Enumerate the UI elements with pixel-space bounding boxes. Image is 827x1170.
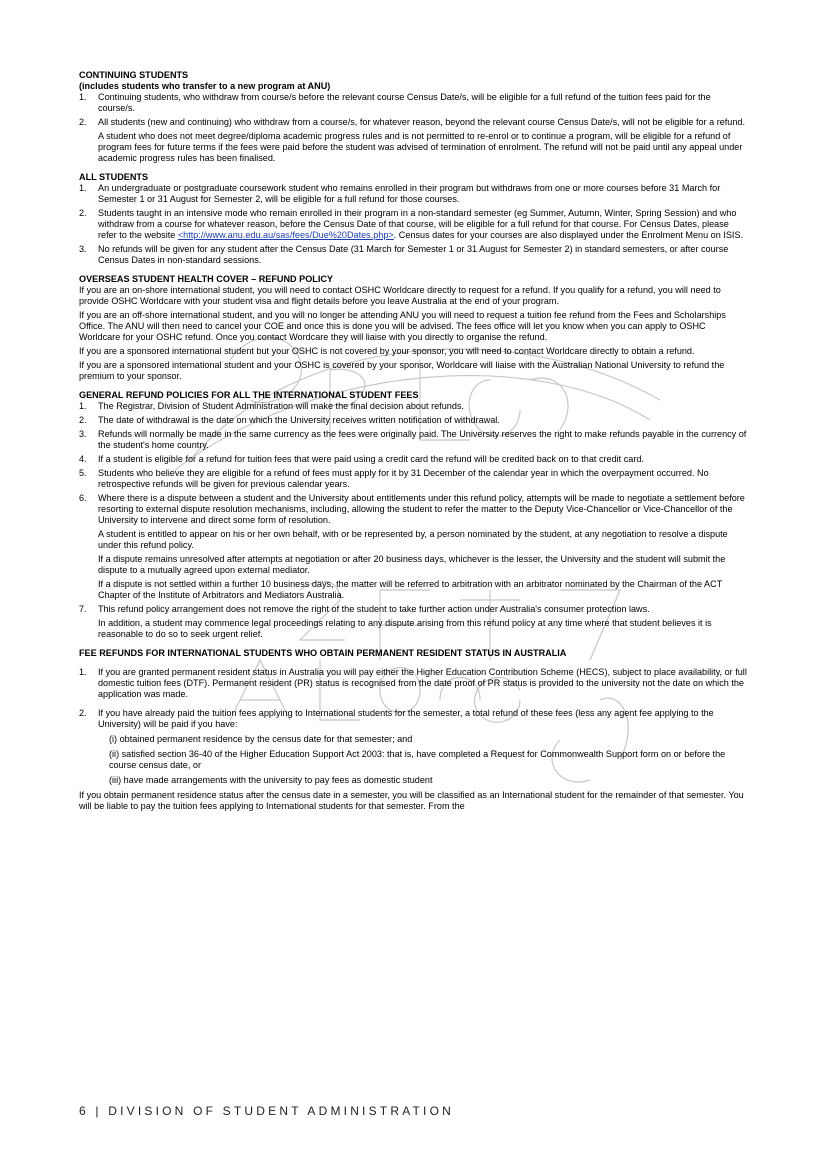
- paragraph: If a dispute remains unresolved after attempts at negotiation or after 20 business days, whichever is the lesser, the University and the student will submit the dispute to a mutually agreed upon external mediator.: [98, 554, 726, 575]
- section-continuing-students: [79, 70, 747, 164]
- list-item: 2. If you have already paid the tuition fees applying to International students for the semester, a total refund of these fees (less any agent fee applying to the University) will be paid if you have:: [79, 708, 714, 729]
- numbered-list: [79, 667, 747, 730]
- list-item: 7. This refund policy arrangement does not remove the right of the student to take further action under Australia's consumer protection laws.: [79, 604, 650, 614]
- paragraph: If you are an on-shore international student, you will need to contact OSHC Worldcare directly to request for a refund. If you qualify for a refund, you will need to provide OSHC Worldcare with your student visa and flight details before you leave Australia at the end of your program.: [79, 285, 721, 306]
- paragraph: A student is entitled to appear on his or her own behalf, with or be represented by, a person nominated by the student, at any negotiation to resolve a dispute under this refund policy.: [98, 529, 728, 550]
- page-footer: 6 | DIVISION OF STUDENT ADMINISTRATION: [79, 1104, 454, 1118]
- section-title: GENERAL REFUND POLICIES FOR ALL THE INTERNATIONAL STUDENT FEES: [79, 390, 419, 400]
- numbered-list: [79, 92, 747, 128]
- census-dates-link[interactable]: <http://www.anu.edu.au/sas/fees/Due%20Dates.php>: [177, 230, 394, 240]
- paragraph: In addition, a student may commence legal proceedings relating to any dispute arising from this refund policy at any time where that student believes it is reasonable to do so to seek urgent relief.: [98, 618, 712, 639]
- section-general-refund-policies: [79, 390, 747, 640]
- list-item: 2. All students (new and continuing) who withdraw from a course/s, for whatever reason, beyond the relevant course Census Date/s, will not be eligible for a refund.: [79, 117, 746, 127]
- list-item: 3. Refunds will normally be made in the same currency as the fees were originally paid. The University reserves the right to make refunds payable in the currency of the student's home country.: [79, 429, 747, 450]
- section-title: ALL STUDENTS: [79, 172, 149, 182]
- list-item: 1. If you are granted permanent resident status in Australia you will pay either the Higher Education Contribution Scheme (HECS), subject to place availability, or full domestic tuition fees (DTF). Permanent resident (PR) status is recognised from the date proof of PR status is provided to the university not the date on which the application was made.: [79, 667, 747, 699]
- list-item: 1. An undergraduate or postgraduate coursework student who remains enrolled in their program but withdraws from one or more courses before 31 March for Semester 1 or 31 August for Semester 2, will be eligible for a full refund for those courses.: [79, 183, 721, 204]
- list-item: 4. If a student is eligible for a refund for tuition fees that were paid using a credit card the refund will be credited back on to that credit card.: [79, 454, 644, 464]
- numbered-list: [79, 401, 747, 526]
- section-all-students: [79, 172, 747, 266]
- section-subtitle: (includes students who transfer to a new program at ANU): [79, 81, 331, 91]
- section-oshc-refund: [79, 274, 747, 382]
- sub-item: (i) obtained permanent residence by the census date for that semester; and: [109, 734, 413, 744]
- section-title: FEE REFUNDS FOR INTERNATIONAL STUDENTS WHO OBTAIN PERMANENT RESIDENT STATUS IN AUSTRALIA: [79, 648, 567, 658]
- paragraph: If you are a sponsored international student but your OSHC is not covered by your sponsor, you will need to contact Worldcare directly to obtain a refund.: [79, 346, 695, 356]
- paragraph: If a dispute is not settled within a further 10 business days, the matter will be referred to arbitration with an arbitrator nominated by the Chairman of the ACT Chapter of the Institute of Arbitrators and Mediators Australia.: [98, 579, 723, 600]
- list-item: 2. Students taught in an intensive mode who remain enrolled in their program in a non-standard semester (eg Summer, Autumn, Winter, Spring Session) and who withdraw from a course for whatever reason, before the Census Date of that course, will be eligible for a full refund for that course. For Census Dates, please refer to the website <http://www.anu.edu.au/sas/fees/Due%20Dates.php>. Census dates for your courses are also displayed under the Enrolment Menu on ISIS.: [79, 208, 744, 240]
- numbered-list: [79, 604, 747, 615]
- section-title: OVERSEAS STUDENT HEALTH COVER – REFUND POLICY: [79, 274, 333, 284]
- list-item: 1. The Registrar, Division of Student Administration will make the final decision about refunds.: [79, 401, 464, 411]
- section-permanent-resident-refunds: [79, 648, 747, 812]
- list-item: 6. Where there is a dispute between a student and the University about entitlements under this refund policy, attempts will be made to negotiate a settlement before resorting to external dispute resolution mechanisms, including, allowing the student to refer the matter to the Deputy Vice-Chancellor or Vice-Chancellor of the University to intervene and direct some form of resolution.: [79, 493, 745, 525]
- paragraph: A student who does not meet degree/diploma academic progress rules and is not permitted to re-enrol or to continue a program, will be eligible for a refund of program fees for future terms if the fees were paid before the student was advised of termination of enrolment. The refund will not be paid until any appeal under academic progress rules has been finalised.: [98, 131, 743, 163]
- sub-item: (ii) satisfied section 36-40 of the Higher Education Support Act 2003: that is, have completed a Request for Commonwealth Support form on or before the course census date, or: [109, 749, 726, 770]
- paragraph: If you are a sponsored international student and your OSHC is covered by your sponsor, Worldcare will liaise with the Australian National University to refund the premium to your sponsor.: [79, 360, 725, 381]
- list-item: 1. Continuing students, who withdraw from course/s before the relevant course Census Date/s, will be eligible for a full refund of the tuition fees paid for the course/s.: [79, 92, 711, 113]
- paragraph: If you are an off-shore international student, and you will no longer be attending ANU you will need to request a tuition fee refund from the Fees and Scholarships Office. The ANU will then need to cancel your COE and once this is done you will be advised. The fees office will let you know when you can apply to OSHC Worldcare for your OSHC refund. Once you contact Wordcare they will liaise with you directly to organise the refund.: [79, 310, 726, 342]
- document-body: [79, 70, 747, 820]
- paragraph: If you obtain permanent residence status after the census date in a semester, you will be classified as an International student for the remainder of that semester. You will be liable to pay the tuition fees applying to International students for that semester. From the: [79, 790, 744, 811]
- list-item: 2. The date of withdrawal is the date on which the University receives written notification of withdrawal.: [79, 415, 500, 425]
- sub-item: (iii) have made arrangements with the university to pay fees as domestic student: [109, 775, 433, 785]
- list-item: 3. No refunds will be given for any student after the Census Date (31 March for Semester 1 or 31 August for Semester 2) in standard semesters, or after course Census Dates in non-standard sessions.: [79, 244, 729, 265]
- list-item: 5. Students who believe they are eligible for a refund of fees must apply for it by 31 December of the calendar year in which the overpayment occurred. No retrospective refunds will be given for previous calendar years.: [79, 468, 709, 489]
- numbered-list: [79, 183, 747, 266]
- section-title: CONTINUING STUDENTS: [79, 70, 189, 80]
